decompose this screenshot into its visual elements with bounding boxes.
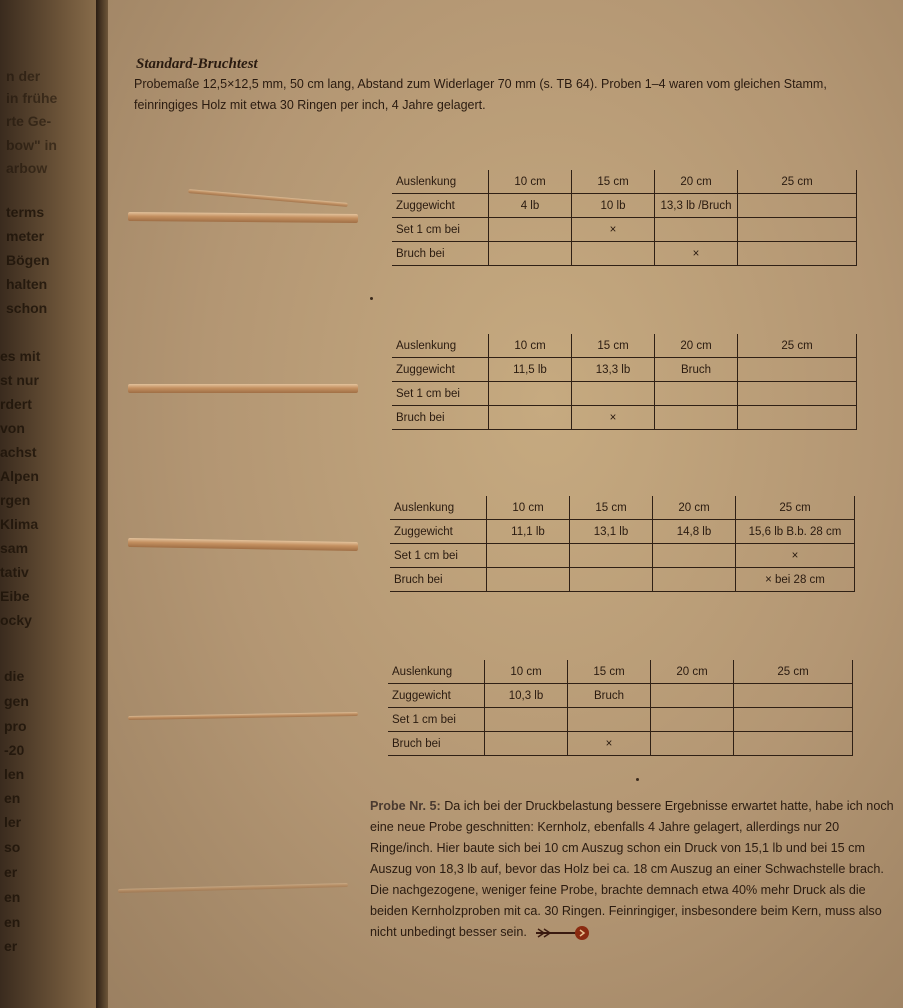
left-page-text-fragment: Eibe [0, 588, 30, 604]
table-cell [489, 406, 572, 430]
table-cell: × [736, 544, 855, 568]
table-cell [738, 382, 857, 406]
table-cell: 14,8 lb [653, 520, 736, 544]
left-page-edge [0, 0, 100, 1008]
table-cell [734, 708, 853, 732]
row-label: Auslenkung [392, 334, 489, 358]
left-page-text-fragment: len [4, 766, 25, 782]
table-row [392, 382, 857, 406]
left-page-text-fragment: bow" in [6, 137, 57, 153]
table-cell: 25 cm [734, 660, 853, 684]
left-page-text-fragment: -20 [4, 742, 25, 758]
table-cell [655, 218, 738, 242]
row-label: Bruch bei [392, 406, 489, 430]
table-row [392, 218, 857, 242]
left-page-text-fragment: n der [6, 68, 41, 84]
table-cell: 13,3 lb [572, 358, 655, 382]
table-cell [651, 732, 734, 756]
table-header-row [392, 170, 857, 194]
table-row [390, 544, 855, 568]
book-page [108, 0, 903, 1008]
table-header-row [392, 334, 857, 358]
table-cell: 10 cm [485, 660, 568, 684]
left-page-text-fragment: halten [6, 276, 48, 292]
table-cell [738, 242, 857, 266]
table-cell: 11,5 lb [489, 358, 572, 382]
table-cell [738, 218, 857, 242]
table-row [392, 194, 857, 218]
left-page-text-fragment: achst [0, 444, 37, 460]
row-label: Set 1 cm bei [392, 382, 489, 406]
table-cell: × [568, 732, 651, 756]
table-cell: 10 cm [489, 170, 572, 194]
sample-4-image [128, 712, 358, 720]
left-page-text-fragment: tativ [0, 564, 29, 580]
table-row [388, 708, 853, 732]
left-page-text-fragment: so [4, 839, 21, 855]
left-page-text-fragment: die [4, 668, 25, 684]
left-page-text-fragment: in frühe [6, 90, 58, 106]
table-cell [485, 708, 568, 732]
table-cell: 11,1 lb [487, 520, 570, 544]
table-cell [655, 406, 738, 430]
end-arrow-icon [536, 926, 590, 940]
table-cell: 20 cm [653, 496, 736, 520]
table-cell [489, 218, 572, 242]
table-cell: × [572, 406, 655, 430]
left-page-text-fragment: en [4, 790, 21, 806]
left-page-text-fragment: rdert [0, 396, 32, 412]
table-cell [489, 242, 572, 266]
intro-paragraph: Probemaße 12,5×12,5 mm, 50 cm lang, Abstand zum Widerlager 70 mm (s. TB 64). Proben 1–4 waren vom gleichen Stamm, feinringiges Holz mit etwa 30 Ringen per inch, 4 Jahre gelagert. [134, 77, 827, 112]
table-cell: 13,1 lb [570, 520, 653, 544]
measurement-table-3 [390, 496, 855, 592]
left-page-text-fragment: en [4, 889, 21, 905]
table-cell [738, 194, 857, 218]
table-cell [489, 382, 572, 406]
left-page-text-fragment: ler [4, 814, 22, 830]
left-page-text-fragment: gen [4, 693, 29, 709]
table-cell [485, 732, 568, 756]
table-cell [487, 544, 570, 568]
table-row [388, 684, 853, 708]
table-cell: 15 cm [572, 334, 655, 358]
page-heading: Standard-Bruchtest [136, 56, 258, 72]
left-page-text-fragment: Klima [0, 516, 39, 532]
table-cell: 25 cm [736, 496, 855, 520]
probe-5-label: Probe Nr. 5: [370, 799, 441, 813]
sample-2-image [128, 384, 358, 393]
row-label: Set 1 cm bei [388, 708, 485, 732]
table-row [390, 568, 855, 592]
left-page-text-fragment: sam [0, 540, 29, 556]
left-page-text-fragment: von [0, 420, 25, 436]
table-cell: 15 cm [570, 496, 653, 520]
table-header-row [388, 660, 853, 684]
left-page-text-fragment: schon [6, 300, 48, 316]
table-cell: 13,3 lb /Bruch [655, 194, 738, 218]
left-page-text-fragment: terms [6, 204, 45, 220]
left-page-text-fragment: rte Ge- [6, 113, 52, 129]
table-cell: Bruch [568, 684, 651, 708]
table-header-row [390, 496, 855, 520]
table-cell [651, 708, 734, 732]
table-row [388, 732, 853, 756]
probe-5-text-2: Die nachgezogene, weniger feine Probe, brachte demnach etwa 40% mehr Druck als die beiden Kernholzproben mit ca. 30 Ringen. Feinringiger, insbesondere beim Kern, muss also nicht unbedingt besser sein. [370, 883, 882, 939]
table-cell [568, 708, 651, 732]
row-label: Zuggewicht [390, 520, 487, 544]
table-cell: 4 lb [489, 194, 572, 218]
table-cell: 20 cm [655, 170, 738, 194]
left-page-text-fragment: er [4, 864, 18, 880]
table-row [392, 358, 857, 382]
table-cell: 10 lb [572, 194, 655, 218]
left-page-text-fragment: Alpen [0, 468, 39, 484]
sample-5-image [118, 883, 348, 893]
table-cell [487, 568, 570, 592]
table-cell [570, 544, 653, 568]
left-page-text-fragment: rgen [0, 492, 31, 508]
table-cell [738, 358, 857, 382]
table-cell [651, 684, 734, 708]
table-cell: × [572, 218, 655, 242]
row-label: Bruch bei [390, 568, 487, 592]
row-label: Zuggewicht [388, 684, 485, 708]
table-cell [655, 382, 738, 406]
table-cell: 10 cm [489, 334, 572, 358]
row-label: Bruch bei [388, 732, 485, 756]
table-row [392, 242, 857, 266]
table-cell: 10,3 lb [485, 684, 568, 708]
measurement-table-2 [392, 334, 857, 430]
table-cell: 20 cm [651, 660, 734, 684]
left-page-text-fragment: arbow [6, 160, 48, 176]
table-cell: 10 cm [487, 496, 570, 520]
table-cell [734, 684, 853, 708]
table-cell: 25 cm [738, 170, 857, 194]
page-dot [636, 778, 639, 781]
table-cell [570, 568, 653, 592]
table-row [392, 406, 857, 430]
table-cell: 20 cm [655, 334, 738, 358]
row-label: Auslenkung [390, 496, 487, 520]
row-label: Zuggewicht [392, 358, 489, 382]
left-page-text-fragment: en [4, 914, 21, 930]
row-label: Zuggewicht [392, 194, 489, 218]
left-page-text-fragment: Bögen [6, 252, 50, 268]
left-page-text-fragment: pro [4, 718, 27, 734]
table-cell [572, 242, 655, 266]
left-page-text-fragment: es mit [0, 348, 41, 364]
row-label: Bruch bei [392, 242, 489, 266]
probe-5-paragraph [370, 796, 896, 943]
table-cell [572, 382, 655, 406]
table-cell [738, 406, 857, 430]
probe-5-text: Da ich bei der Druckbelastung bessere Ergebnisse erwartet hatte, habe ich noch eine neue Probe geschnitten: Kernholz, ebenfalls 4 Jahre gelagert, allerdings nur 20 Ringe/inch. Hier baute sich bei 10 cm Auszug schon ein Druck von 15,1 lb und bei 15 cm Auszug von 18,3 lb auf, bevor das Holz bei ca. 18 cm Auszug an einer Schwachstelle brach. [370, 799, 894, 876]
table-row [390, 520, 855, 544]
page-dot [370, 297, 373, 300]
row-label: Set 1 cm bei [390, 544, 487, 568]
row-label: Auslenkung [392, 170, 489, 194]
sample-3-image [128, 538, 358, 551]
left-page-text-fragment: er [4, 938, 18, 954]
left-page-text-fragment: meter [6, 228, 45, 244]
table-cell [653, 568, 736, 592]
row-label: Set 1 cm bei [392, 218, 489, 242]
row-label: Auslenkung [388, 660, 485, 684]
table-cell: 15,6 lb B.b. 28 cm [736, 520, 855, 544]
left-page-text-fragment: ocky [0, 612, 32, 628]
sample-1-image [128, 212, 358, 223]
table-cell: × bei 28 cm [736, 568, 855, 592]
measurement-table-4 [388, 660, 853, 756]
table-cell: 15 cm [568, 660, 651, 684]
table-cell: 15 cm [572, 170, 655, 194]
measurement-table-1 [392, 170, 857, 266]
table-cell: Bruch [655, 358, 738, 382]
table-cell [653, 544, 736, 568]
table-cell: × [655, 242, 738, 266]
sample-1-split-image [188, 189, 348, 207]
table-cell [734, 732, 853, 756]
left-page-text-fragment: st nur [0, 372, 39, 388]
table-cell: 25 cm [738, 334, 857, 358]
